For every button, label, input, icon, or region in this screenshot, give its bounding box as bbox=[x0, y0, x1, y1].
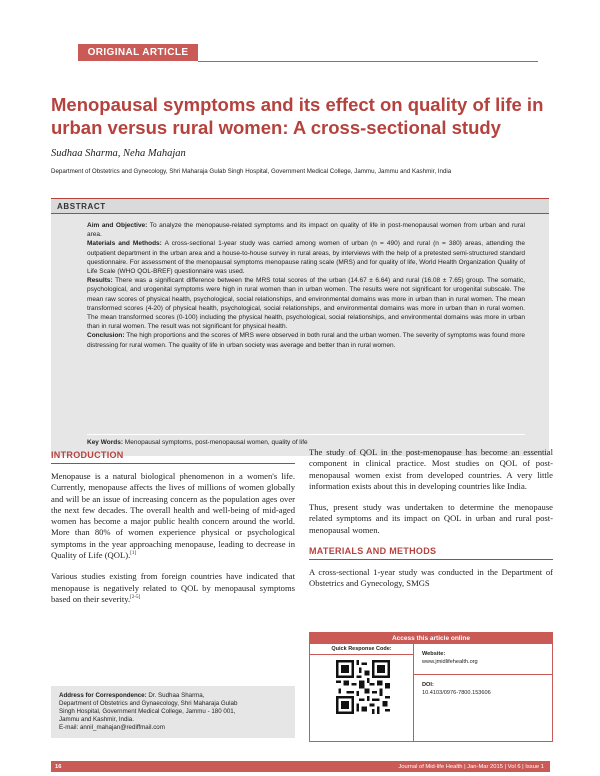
correspondence-line-1: Department of Obstetrics and Gynaecology, Shri Maharaja Gulab bbox=[59, 700, 238, 707]
correspondence-box bbox=[51, 686, 295, 738]
keywords bbox=[87, 439, 308, 446]
access-online-box bbox=[309, 632, 553, 742]
conclusion-label: Conclusion: bbox=[87, 332, 125, 340]
methods-label: Materials and Methods: bbox=[87, 240, 162, 248]
abstract-box bbox=[51, 198, 549, 456]
citation-ref-2-5[interactable]: [2-5] bbox=[130, 595, 141, 601]
keywords-text: Menopausal symptoms, post-menopausal women, quality of life bbox=[123, 439, 308, 446]
results-text: There was a significant difference between the MRS total scores of the urban (14.67 ± 6.64) and rural (16.08 ± 7.65) group. The somatic, psychological, and urogenital symptoms were high in rural women than in urban women. The results were not significant for urogenital subscale. The mean raw scores of physical health, psychological, social relationships, and environmental domains was more in urban than in rural women. The mean transformed scores (4-20) of physical health, psychological, social relationships, and environmental domains was more in urban than in rural women. The mean transformed scores (0-100) including the physical health, psychological, social relationships, and environmental domains was more in urban than in rural women. The result was not significant for physical health. bbox=[87, 277, 525, 331]
correspondence-header bbox=[59, 692, 287, 700]
conclusion-text: The high proportions and the scores of MRS were observed in both rural and the urban women. The severity of symptoms was found more distressing for rural women. The quality of life in urban society was average and better than in rural women. bbox=[87, 332, 525, 349]
access-info-cell bbox=[414, 644, 552, 741]
correspondence-line-3: Jammu and Kashmir, India. bbox=[59, 716, 134, 723]
doi-link[interactable]: 10.4103/0976-7800.153606 bbox=[422, 690, 491, 696]
results-label: Results: bbox=[87, 277, 113, 285]
methods-text: A cross-sectional 1-year study was carried among women of urban (n = 490) and rural (n = 380) areas, attending the outpatient department in the urban area and a house-to-house survey in rural areas, by interviews with the help of a pretested semi-structured standard questionnaire. For assessment of the menopausal symptoms menopause rating scale (MRS) and for quality of life, World Health Organization Quality of Life Scale (WHO QOL-BREF) questionnaire was used. bbox=[87, 240, 525, 276]
right-column bbox=[309, 447, 553, 600]
correspondence-label: Address for Correspondence: bbox=[59, 692, 147, 699]
intro-paragraph-3: The study of QOL in the post-menopause has become an essential component in clinical practice. Most studies on QOL of post-menopausal women exist from developed countries. A very little information exists about this in developing countries like India. bbox=[309, 447, 553, 491]
website-link[interactable]: www.jmidlifehealth.org bbox=[422, 659, 478, 665]
page-footer bbox=[51, 761, 550, 772]
journal-info: Journal of Mid-life Health | Jan-Mar 2015 | Vol 6 | Issue 1 bbox=[398, 763, 544, 770]
authors[interactable]: Sudhaa Sharma, Neha Mahajan bbox=[51, 148, 186, 159]
left-column bbox=[51, 450, 295, 615]
article-type-rule bbox=[198, 61, 538, 62]
page-number: 16 bbox=[55, 763, 62, 770]
access-heading: Access this article online bbox=[310, 633, 552, 644]
abstract-methods bbox=[87, 239, 525, 276]
abstract-aim bbox=[87, 221, 525, 239]
aim-label: Aim and Objective: bbox=[87, 222, 148, 229]
intro-paragraph-2 bbox=[51, 571, 295, 605]
intro-paragraph-1 bbox=[51, 471, 295, 561]
qr-cell bbox=[310, 644, 414, 741]
correspondence-line-2: Singh Hospital, Government Medical College, Jammu - 180 001, bbox=[59, 708, 236, 715]
abstract-heading: ABSTRACT bbox=[51, 198, 549, 214]
doi-label: DOI: bbox=[422, 682, 434, 688]
aim-text: To analyze the menopause-related symptoms and its impact on quality of life in post-menopausal women from urban and rural area. bbox=[87, 222, 525, 239]
methods-paragraph-1: A cross-sectional 1-year study was conducted in the Department of Obstetrics and Gynecology, SMGS bbox=[309, 567, 553, 589]
intro-p2-text: Various studies existing from foreign countries have indicated that menopause is negatively related to QOL by menopausal symptoms based on their severity. bbox=[51, 571, 295, 604]
abstract-divider bbox=[87, 434, 525, 435]
introduction-heading: INTRODUCTION bbox=[51, 450, 295, 464]
citation-ref-1[interactable]: [1] bbox=[130, 551, 137, 557]
qr-label: Quick Response Code: bbox=[310, 644, 413, 655]
article-type-badge: ORIGINAL ARTICLE bbox=[78, 44, 198, 61]
correspondence-email[interactable]: E-mail: annil_mahajan@rediffmail.com bbox=[59, 724, 165, 731]
abstract-results bbox=[87, 276, 525, 331]
website-label: Website: bbox=[422, 651, 446, 657]
affiliation: Department of Obstetrics and Gynecology, Shri Maharaja Gulab Singh Hospital, Government Medical College, Jammu, Jammu and Kashmir, India bbox=[51, 168, 452, 175]
keywords-label: Key Words: bbox=[87, 439, 123, 446]
article-title: Menopausal symptoms and its effect on quality of life in urban versus rural women: A cross-sectional study bbox=[51, 94, 544, 138]
correspondence-name: Dr. Sudhaa Sharma, bbox=[146, 692, 205, 699]
abstract-body bbox=[51, 214, 549, 350]
intro-p1-text: Menopause is a natural biological phenomenon in a women's life. Currently, menopause affects the lives of millions of women globally and will be an issue of increasing concern as the population ages over the next few decades. The overall health and well-being of mid-aged women has become a major public health concern around the world. More than 80% of women experience physical or psychological symptoms in the year approaching menopause, leading to decrease in Quality of Life (QOL). bbox=[51, 471, 295, 561]
methods-heading: MATERIALS AND METHODS bbox=[309, 546, 553, 560]
abstract-conclusion bbox=[87, 331, 525, 349]
qr-code-icon[interactable] bbox=[336, 660, 390, 714]
info-divider bbox=[414, 674, 552, 675]
intro-paragraph-4: Thus, present study was undertaken to determine the menopause related symptoms and its impact on QOL in urban and rural post-menopausal women. bbox=[309, 502, 553, 535]
